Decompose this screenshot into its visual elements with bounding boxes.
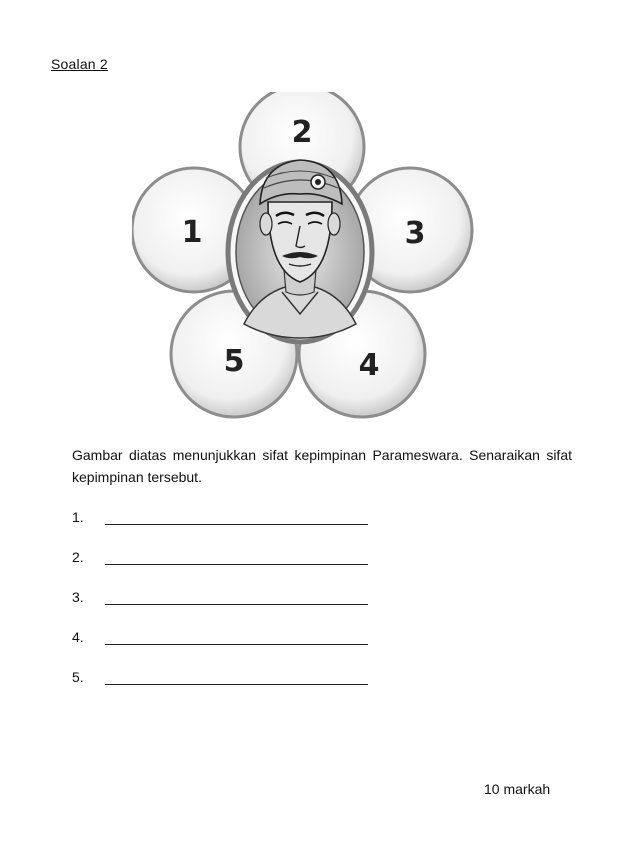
petal-1-label: 1	[181, 215, 203, 250]
question-instruction: Gambar diatas menunjukkan sifat kepimpinan Parameswara. Senaraikan sifat kepimpinan tersebut.	[72, 447, 572, 485]
petal-3-label: 3	[404, 216, 426, 251]
petal-4-label: 4	[358, 348, 380, 383]
answer-number: 3.	[72, 589, 84, 605]
marks-label: 10 markah	[484, 781, 551, 797]
portrait-parameswara	[228, 160, 372, 342]
answer-number: 2.	[72, 549, 84, 565]
answer-row-2	[72, 549, 392, 589]
answer-number: 1.	[72, 509, 84, 525]
answer-blank-line[interactable]	[105, 564, 368, 565]
answer-number: 5.	[72, 669, 84, 685]
answer-row-3	[72, 589, 392, 629]
answer-row-4	[72, 629, 392, 669]
answer-row-5	[72, 669, 392, 709]
flower-diagram	[132, 92, 477, 422]
answer-row-1	[72, 509, 392, 549]
petal-2-label: 2	[291, 115, 313, 150]
answer-blank-line[interactable]	[105, 604, 368, 605]
leadership-flower-figure	[132, 92, 477, 422]
petal-5-label: 5	[223, 344, 245, 379]
question-heading: Soalan 2	[51, 56, 108, 72]
answer-blank-line[interactable]	[105, 644, 368, 645]
answer-list	[72, 509, 392, 709]
answer-blank-line[interactable]	[105, 684, 368, 685]
answer-number: 4.	[72, 629, 84, 645]
answer-blank-line[interactable]	[105, 524, 368, 525]
